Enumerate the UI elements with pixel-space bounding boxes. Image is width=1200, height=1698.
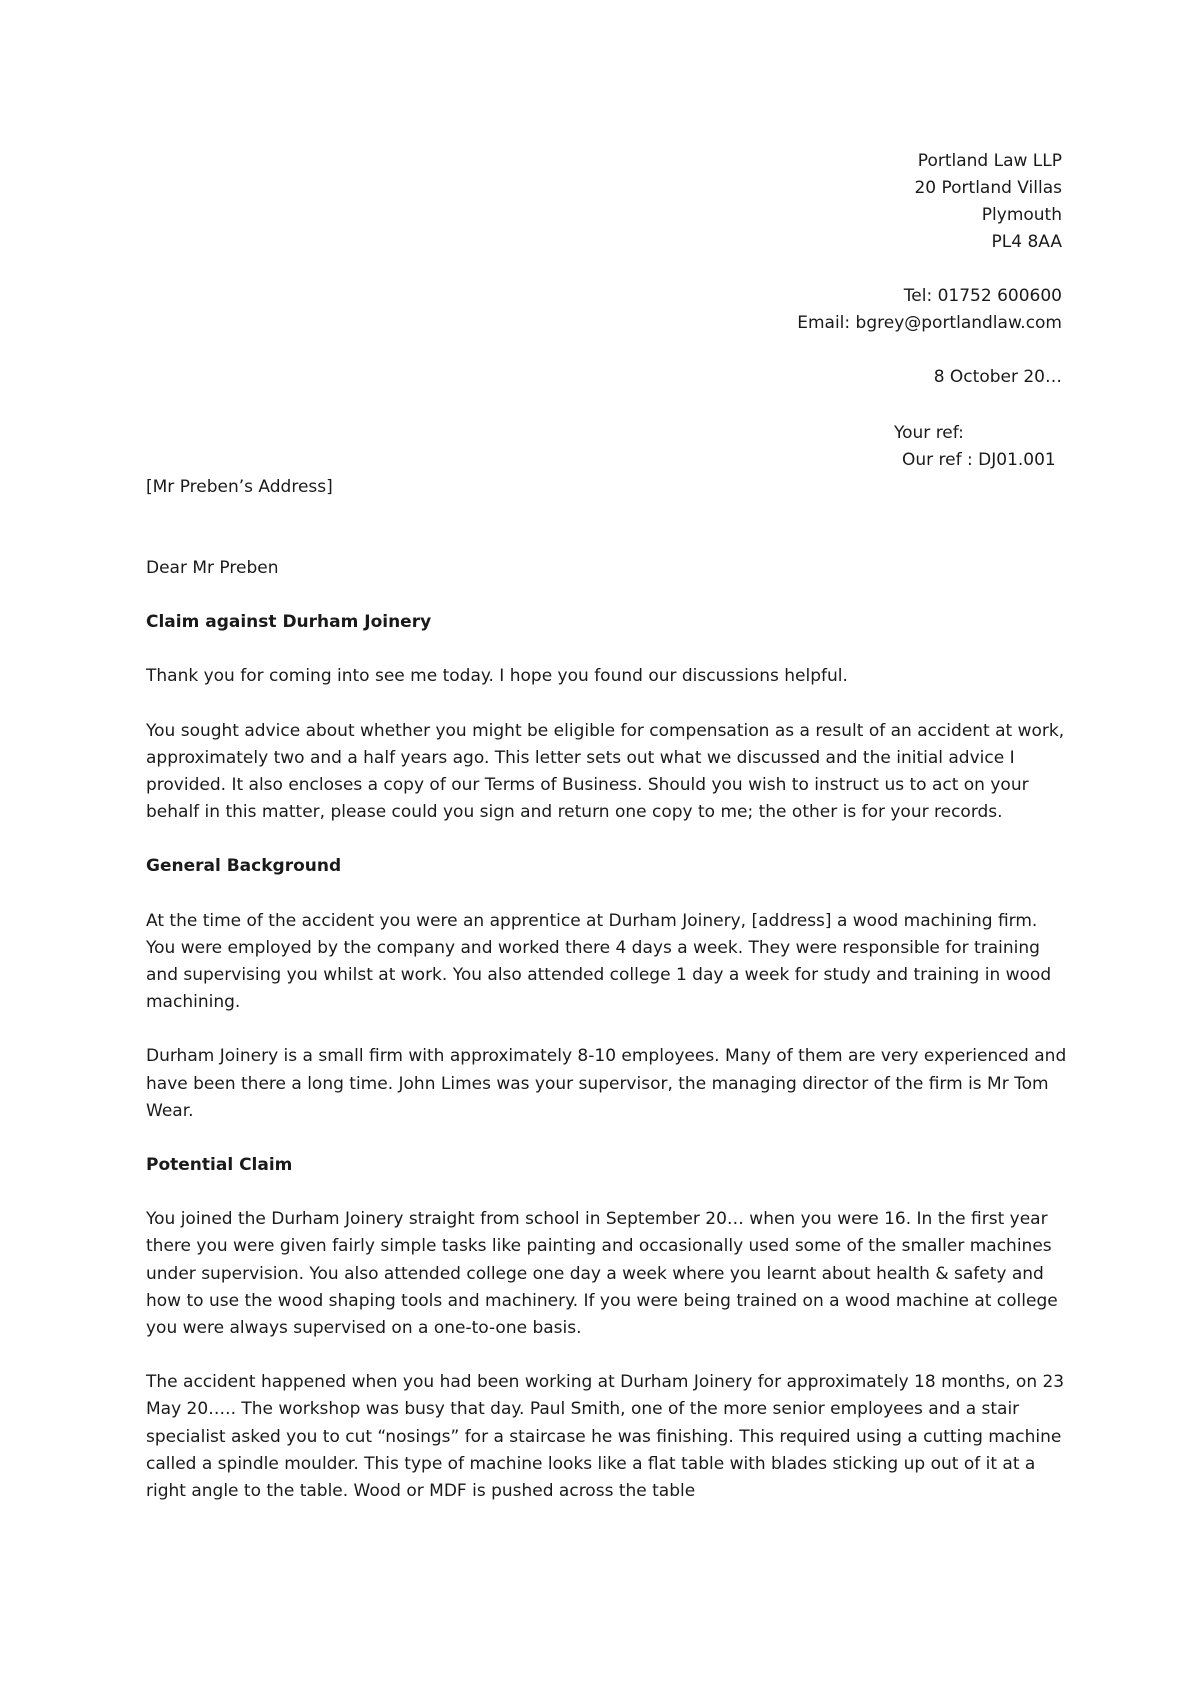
sender-city: Plymouth xyxy=(981,205,1062,225)
sender-firm-name: Portland Law LLP xyxy=(917,151,1062,171)
letter-date: 8 October 20… xyxy=(933,367,1062,387)
spacer xyxy=(797,256,1062,283)
sender-street: 20 Portland Villas xyxy=(914,178,1062,198)
our-reference: Our ref : DJ01.001 xyxy=(902,450,1056,470)
paragraph-background-1: At the time of the accident you were an apprentice at Durham Joinery, [address] a wood machining firm. You were employed by the company and worked there 4 days a week. They were responsible for training and supervising you whilst at work. You also attended college 1 day a week for study and training in wood machining. xyxy=(146,910,1052,1013)
recipient-address: [Mr Preben’s Address] xyxy=(146,477,333,497)
sender-email: Email: bgrey@portlandlaw.com xyxy=(797,313,1062,333)
salutation: Dear Mr Preben xyxy=(146,558,279,578)
subject-heading: Claim against Durham Joinery xyxy=(146,612,432,633)
heading-general-background: General Background xyxy=(146,856,342,877)
spacer xyxy=(797,337,1062,364)
paragraph-advice: You sought advice about whether you might be eligible for compensation as a result of an accident at work, approximately two and a half years ago. This letter sets out what we discussed and the initial advice I provided. It also encloses a copy of our Terms of Business. Should you wish to instruct us to act on your behalf in this matter, please could you sign and return one copy to me; the other is for your records. xyxy=(146,720,1065,823)
sender-telephone: Tel: 01752 600600 xyxy=(903,286,1062,306)
paragraph-background-2: Durham Joinery is a small firm with approximately 8-10 employees. Many of them are very experienced and have been there a long time. John Limes was your supervisor, the managing director of the firm is Mr Tom Wear. xyxy=(146,1046,1067,1121)
paragraph-intro: Thank you for coming into see me today. I hope you found our discussions helpful. xyxy=(146,666,848,687)
paragraph-claim-2: The accident happened when you had been working at Durham Joinery for approximately 18 months, on 23 May 20….. The workshop was busy that day. Paul Smith, one of the more senior employees and a stair specialist asked you to cut “nosings” for a staircase he was finishing. This required using a cutting machine called a spindle moulder. This type of machine looks like a flat table with blades sticking up out of it at a right angle to the table. Wood or MDF is pushed across the table xyxy=(146,1372,1065,1502)
your-reference: Your ref: xyxy=(894,423,964,443)
letter-body xyxy=(146,555,1072,1532)
paragraph-claim-1: You joined the Durham Joinery straight from school in September 20… when you were 16. In the first year there you were given fairly simple tasks like painting and occasionally used some of the smaller machines under supervision. You also attended college one day a week where you learnt about health & safety and how to use the wood shaping tools and machinery. If you were being trained on a wood machine at college you were always supervised on a one-to-one basis. xyxy=(146,1209,1058,1339)
sender-postcode: PL4 8AA xyxy=(991,232,1062,252)
sender-address-block xyxy=(797,148,1062,391)
heading-potential-claim: Potential Claim xyxy=(146,1155,293,1176)
reference-block xyxy=(894,420,1056,474)
